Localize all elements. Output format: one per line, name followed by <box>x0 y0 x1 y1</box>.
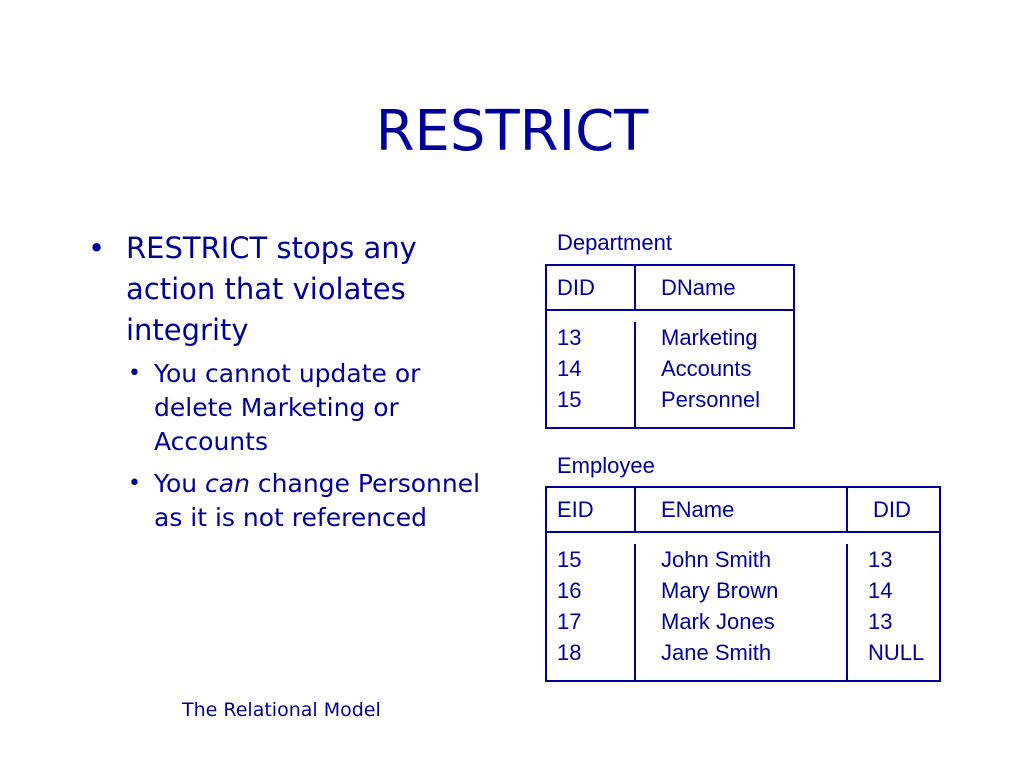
table-cell: NULL <box>868 640 925 665</box>
table-cell: Personnel <box>661 387 761 412</box>
header-cell: DID <box>846 488 939 531</box>
employee-body <box>547 533 939 680</box>
employee-did-column <box>846 544 939 680</box>
table-cell: Mary Brown <box>661 578 779 603</box>
department-table <box>545 264 795 429</box>
table-cell: Accounts <box>661 356 752 381</box>
department-dname-column <box>634 322 793 427</box>
sub-bullet-list <box>126 357 498 535</box>
table-cell: 16 <box>557 578 582 603</box>
slide-footer: The Relational Model <box>182 699 381 721</box>
table-cell: 17 <box>557 609 582 634</box>
sub-bullet-text-pre: You <box>154 469 206 498</box>
table-cell: 14 <box>557 356 582 381</box>
department-did-column <box>547 322 634 427</box>
department-body <box>547 311 793 427</box>
sub-bullet-item <box>126 357 498 459</box>
employee-header-row <box>547 488 939 533</box>
employee-eid-column <box>547 544 634 680</box>
emphasis-text: can <box>205 469 250 498</box>
bullet-list <box>88 228 498 543</box>
table-cell: 13 <box>868 609 893 634</box>
department-header-row <box>547 266 793 311</box>
table-cell: 15 <box>557 547 582 572</box>
header-cell: EName <box>634 488 846 531</box>
table-cell: 15 <box>557 387 582 412</box>
header-cell: DName <box>634 266 793 309</box>
table-cell: 13 <box>557 325 582 350</box>
bullet-item <box>88 228 498 535</box>
table-cell: 18 <box>557 640 582 665</box>
slide-title: RESTRICT <box>375 99 649 164</box>
sub-bullet-text-post: change Personnel as it is not referenced <box>154 469 481 532</box>
table-cell: 14 <box>868 578 893 603</box>
table-cell: Marketing <box>661 325 758 350</box>
department-caption: Department <box>557 230 672 255</box>
header-cell: DID <box>557 275 595 300</box>
header-cell: EID <box>557 497 594 522</box>
employee-caption: Employee <box>557 453 655 478</box>
bullet-text: RESTRICT stops any action that violates integrity <box>126 231 417 347</box>
sub-bullet-text: You cannot update or delete Marketing or Accounts <box>154 359 421 456</box>
table-cell: Jane Smith <box>661 640 772 665</box>
employee-table <box>545 486 941 682</box>
sub-bullet-item <box>126 467 498 535</box>
table-cell: John Smith <box>661 547 772 572</box>
employee-ename-column <box>634 544 846 680</box>
table-cell: Mark Jones <box>661 609 775 634</box>
table-cell: 13 <box>868 547 893 572</box>
